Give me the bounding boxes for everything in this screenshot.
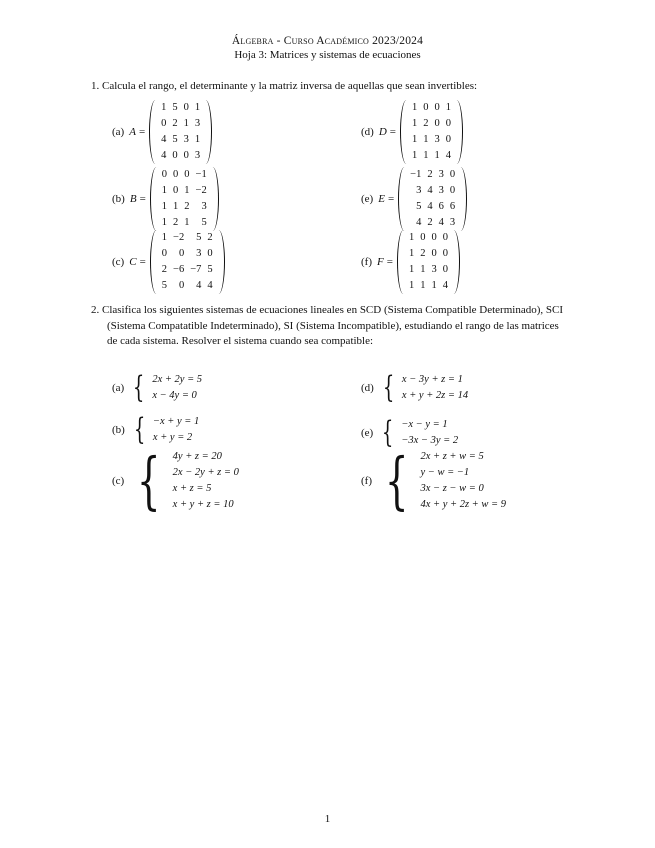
matrix-cell: −1 [410, 169, 422, 180]
matrix-cell: 0 [173, 185, 179, 196]
equation: 3x − z − w = 0 [420, 483, 484, 494]
matrix-cell: 1 [412, 134, 418, 145]
matrix-row [407, 215, 458, 231]
matrix-cell: 5 [172, 102, 178, 113]
matrix-cell: 1 [183, 118, 189, 129]
matrix-table [407, 167, 458, 231]
matrix-cell: 1 [408, 232, 415, 243]
system-item [112, 372, 202, 404]
matrix-cell: 4 [416, 217, 422, 228]
left-brace: { [382, 370, 395, 405]
matrix-cell: 2 [173, 217, 179, 228]
page-subtitle: Hoja 3: Matrices y sistemas de ecuaciones [234, 49, 421, 61]
exercise-2-line-3: de cada sistema. Resolver el sistema cuando sea compatible: [107, 335, 374, 347]
matrix-cell: 0 [442, 232, 448, 243]
matrix-cell: 0 [183, 102, 189, 113]
left-brace: { [133, 412, 146, 447]
left-brace: { [133, 370, 145, 405]
matrix-cell: 0 [434, 102, 440, 113]
matrix-cell: 3 [434, 134, 440, 145]
equation: −3x − 3y = 2 [401, 435, 459, 446]
matrix-cell: 3 [416, 185, 422, 196]
matrix-cell: 2 [427, 217, 433, 228]
system-label: (b) [112, 424, 125, 436]
system-item [361, 417, 458, 449]
equals-sign: = [387, 193, 395, 205]
matrix-label: (e) [361, 193, 374, 205]
matrix-cell: 3 [194, 118, 201, 129]
matrix-cell: 1 [420, 280, 426, 291]
matrix-cell: 1 [423, 150, 429, 161]
matrix-cell: 4 [161, 150, 167, 161]
matrix-cell: 0 [184, 169, 190, 180]
page-number: 1 [324, 813, 331, 825]
matrix-cell: 0 [161, 169, 168, 180]
equation: x + y + 2z = 14 [401, 390, 469, 401]
system-label: (a) [112, 382, 125, 394]
matrix-cell: 1 [161, 217, 168, 228]
matrix-row [406, 278, 451, 294]
matrix-name: D [378, 126, 387, 138]
matrix-table [406, 230, 451, 294]
equation: 2x − 2y + z = 0 [172, 467, 239, 478]
equation: x − 3y + z = 1 [401, 374, 463, 385]
equation: 2x + 2y = 5 [152, 374, 203, 385]
matrix-item [112, 167, 219, 231]
equation: 2x + z + w = 5 [420, 451, 484, 462]
matrix-cell: 4 [427, 185, 433, 196]
equation: x − 4y = 0 [152, 390, 197, 401]
exercise-1-number: 1. [91, 80, 100, 92]
left-brace: { [137, 444, 161, 517]
matrix-row [159, 262, 216, 278]
matrix-cell: 1 [184, 217, 190, 228]
equals-sign: = [138, 126, 146, 138]
matrix-cell: 2 [423, 118, 429, 129]
matrix-table [158, 100, 203, 164]
matrix-cell: 3 [194, 150, 201, 161]
matrix-row [158, 132, 203, 148]
equation: −x − y = 1 [401, 419, 448, 430]
matrix-row [158, 148, 203, 164]
matrix-cell: 3 [201, 201, 207, 212]
matrix-a [149, 100, 212, 164]
matrix-row [159, 278, 216, 294]
matrix-cell: 0 [420, 232, 426, 243]
matrix-cell: 0 [178, 280, 185, 291]
left-brace: { [384, 444, 409, 517]
system-equations [402, 372, 468, 404]
matrix-cell: 0 [173, 169, 179, 180]
matrix-cell: 3 [438, 185, 444, 196]
matrix-label: (a) [112, 126, 125, 138]
system-equations [152, 372, 202, 404]
equation: x + y = 2 [152, 432, 193, 443]
system-label: (f) [361, 475, 372, 487]
matrix-cell: 5 [201, 217, 207, 228]
matrix-row [406, 246, 451, 262]
matrix-cell: 4 [196, 280, 202, 291]
matrix-cell: 2 [172, 118, 178, 129]
matrix-table [159, 230, 216, 294]
matrix-cell: 3 [449, 217, 456, 228]
matrix-label: (c) [112, 256, 125, 268]
matrix-cell: 1 [194, 102, 201, 113]
matrix-cell: 0 [434, 118, 440, 129]
matrix-cell: 1 [161, 201, 168, 212]
matrix-cell: 0 [431, 232, 437, 243]
matrix-item [112, 230, 225, 294]
matrix-cell: 0 [431, 248, 437, 259]
matrix-table [409, 100, 454, 164]
exercise-1-statement [91, 79, 611, 95]
matrix-cell: 1 [173, 201, 179, 212]
matrix-row [406, 230, 451, 246]
matrix-cell: −6 [173, 264, 185, 275]
matrix-row [409, 132, 454, 148]
matrix-row [159, 246, 216, 262]
matrix-cell: 5 [207, 264, 213, 275]
system-label: (e) [361, 427, 374, 439]
matrix-cell: 4 [161, 134, 167, 145]
matrix-cell: 1 [184, 185, 190, 196]
matrix-cell: 2 [420, 248, 426, 259]
matrix-row [409, 100, 454, 116]
equals-sign: = [139, 256, 146, 268]
matrix-cell: 1 [412, 102, 418, 113]
matrix-cell: 0 [161, 118, 167, 129]
equation: 4y + z = 20 [172, 451, 222, 462]
matrix-row [159, 183, 210, 199]
matrix-table [159, 167, 210, 231]
matrix-cell: 5 [416, 201, 422, 212]
equals-sign: = [139, 193, 146, 205]
matrix-cell: 5 [196, 232, 202, 243]
matrix-row [159, 215, 210, 231]
equals-sign: = [389, 126, 396, 138]
matrix-cell: 6 [438, 201, 444, 212]
matrix-row [406, 262, 451, 278]
matrix-cell: 2 [427, 169, 433, 180]
matrix-cell: 0 [161, 248, 168, 259]
matrix-row [159, 167, 210, 183]
system-equations [401, 417, 458, 449]
system-item [361, 372, 468, 404]
matrix-cell: 0 [449, 185, 456, 196]
system-label: (c) [112, 475, 125, 487]
matrix-cell: 0 [445, 118, 451, 129]
matrix-item [361, 230, 460, 294]
matrix-cell: 2 [161, 264, 168, 275]
matrix-row [159, 230, 216, 246]
matrix-row [407, 183, 458, 199]
matrix-cell: 2 [184, 201, 190, 212]
equals-sign: = [386, 256, 393, 268]
matrix-cell: 6 [449, 201, 456, 212]
matrix-row [409, 116, 454, 132]
matrix-cell: −1 [195, 169, 207, 180]
matrix-cell: 1 [445, 102, 451, 113]
matrix-cell: 0 [423, 102, 429, 113]
matrix-cell: 0 [442, 264, 448, 275]
matrix-cell: 1 [408, 264, 415, 275]
matrix-cell: 4 [442, 280, 448, 291]
matrix-row [158, 100, 203, 116]
system-item [361, 444, 506, 517]
matrix-f [397, 230, 460, 294]
matrix-cell: 1 [431, 280, 437, 291]
matrix-cell: −7 [190, 264, 202, 275]
equation: 4x + y + 2z + w = 9 [420, 499, 506, 510]
matrix-cell: 1 [412, 118, 418, 129]
matrix-cell: 0 [207, 248, 213, 259]
matrix-cell: 3 [438, 169, 444, 180]
matrix-cell: 1 [412, 150, 418, 161]
matrix-cell: 1 [161, 185, 168, 196]
matrix-row [407, 199, 458, 215]
equation: x + z = 5 [172, 483, 212, 494]
matrix-cell: 1 [408, 248, 415, 259]
matrix-name: E [378, 193, 385, 205]
system-item [112, 444, 239, 517]
matrix-c [150, 230, 225, 294]
matrix-cell: 0 [178, 248, 185, 259]
matrix-cell: 0 [172, 150, 178, 161]
matrix-row [158, 116, 203, 132]
matrix-cell: 3 [196, 248, 202, 259]
matrix-cell: −2 [173, 232, 185, 243]
matrix-cell: 2 [207, 232, 213, 243]
matrix-name: B [129, 193, 137, 205]
matrix-d [400, 100, 463, 164]
matrix-cell: 1 [420, 264, 426, 275]
matrix-cell: 1 [161, 102, 167, 113]
matrix-name: A [129, 126, 136, 138]
matrix-cell: 5 [161, 280, 168, 291]
system-equations [173, 449, 239, 513]
matrix-item [361, 167, 467, 231]
matrix-row [159, 199, 210, 215]
matrix-row [409, 148, 454, 164]
matrix-cell: 3 [183, 134, 189, 145]
matrix-cell: 0 [442, 248, 448, 259]
matrix-cell: 5 [172, 134, 178, 145]
matrix-row [407, 167, 458, 183]
matrix-cell: 1 [194, 134, 201, 145]
matrix-cell: 0 [183, 150, 189, 161]
matrix-cell: 4 [207, 280, 213, 291]
exercise-2-line-2: (Sistema Compatatible Indeterminado), SI (Sistema Incompatible), estudiando el rango de las matrices [107, 319, 559, 332]
matrix-b [150, 167, 219, 231]
left-brace: { [382, 415, 394, 450]
exercise-2-number: 2. [91, 304, 100, 316]
system-equations [153, 414, 199, 446]
exercise-2-line-1: Clasifica los siguientes sistemas de ecuaciones lineales en SCD (Sistema Compatible Determinado), SCI [102, 304, 563, 316]
matrix-cell: 1 [408, 280, 415, 291]
matrix-item [361, 100, 463, 164]
matrix-cell: 4 [427, 201, 433, 212]
matrix-name: C [129, 256, 137, 268]
matrix-cell: 3 [431, 264, 437, 275]
matrix-cell: 0 [445, 134, 451, 145]
page-title: Álgebra - Curso Académico 2023/2024 [231, 35, 424, 47]
matrix-name: F [377, 256, 384, 268]
system-item [112, 414, 199, 446]
matrix-cell: 4 [438, 217, 444, 228]
system-label: (d) [361, 382, 374, 394]
matrix-cell: 4 [445, 150, 451, 161]
matrix-cell: 0 [449, 169, 456, 180]
matrix-item [112, 100, 212, 164]
matrix-cell: 1 [434, 150, 440, 161]
matrix-label: (b) [112, 193, 125, 205]
matrix-cell: 1 [423, 134, 429, 145]
matrix-label: (f) [361, 256, 372, 268]
matrix-e [398, 167, 467, 231]
equation: x + y + z = 10 [172, 499, 234, 510]
system-equations [420, 449, 506, 513]
exercise-1-text: Calcula el rango, el determinante y la matriz inversa de aquellas que sean invertibles: [102, 80, 478, 92]
matrix-cell: −2 [195, 185, 207, 196]
matrix-cell: 1 [161, 232, 168, 243]
matrix-label: (d) [361, 126, 374, 138]
equation: −x + y = 1 [152, 416, 200, 427]
equation: y − w = −1 [420, 467, 470, 478]
exercise-2-statement [91, 303, 598, 350]
